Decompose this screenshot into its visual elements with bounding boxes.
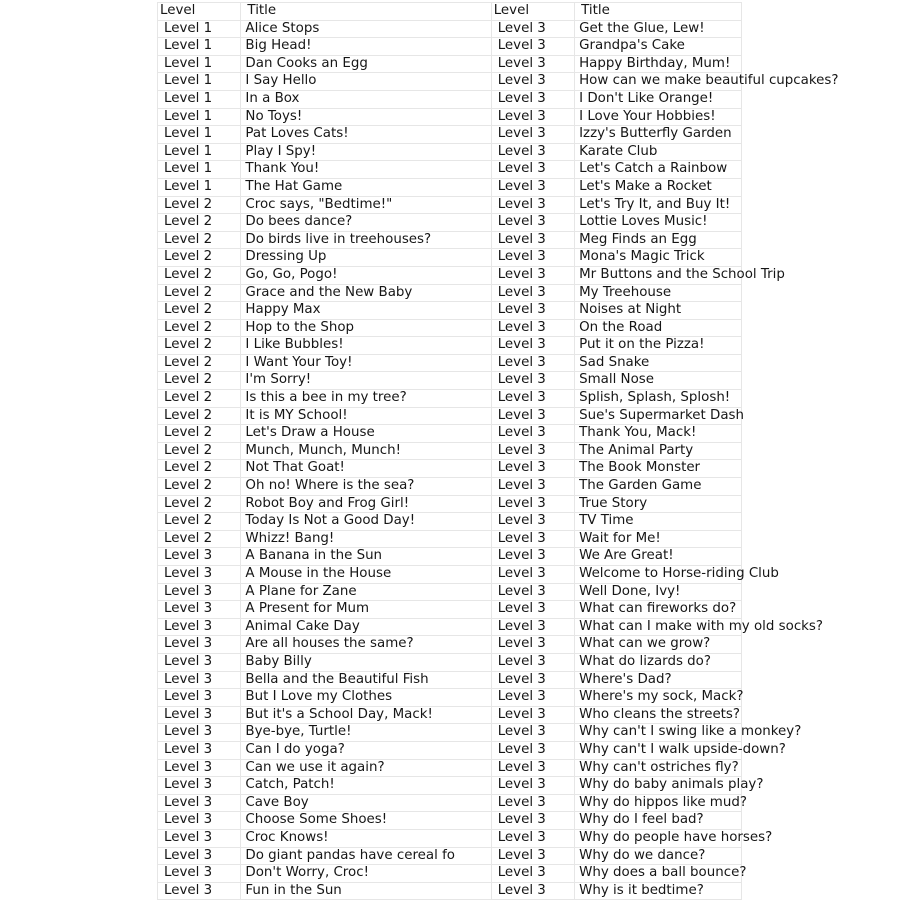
- left-level-cell[interactable]: Level 3: [158, 653, 241, 671]
- right-title-cell[interactable]: Sad Snake: [575, 354, 742, 372]
- left-title-cell[interactable]: Let's Draw a House: [241, 425, 491, 443]
- right-title-cell[interactable]: Happy Birthday, Mum!: [575, 55, 742, 73]
- left-level-cell[interactable]: Level 3: [158, 865, 241, 883]
- table-row: [158, 302, 742, 320]
- left-level-cell[interactable]: Level 3: [158, 671, 241, 689]
- table-row: [158, 143, 742, 161]
- left-level-cell[interactable]: Level 1: [158, 20, 241, 38]
- left-level-cell[interactable]: Level 2: [158, 513, 241, 531]
- left-title-cell[interactable]: Today Is Not a Good Day!: [241, 513, 491, 531]
- left-title-cell[interactable]: Bye-bye, Turtle!: [241, 724, 491, 742]
- left-level-cell[interactable]: Level 3: [158, 548, 241, 566]
- left-level-cell[interactable]: Level 1: [158, 38, 241, 56]
- left-title-cell[interactable]: Fun in the Sun: [241, 882, 491, 900]
- left-level-cell[interactable]: Level 3: [158, 566, 241, 584]
- left-level-cell[interactable]: Level 2: [158, 530, 241, 548]
- right-title-cell[interactable]: Mr Buttons and the School Trip: [575, 266, 742, 284]
- right-title-cell[interactable]: Why is it bedtime?: [575, 882, 742, 900]
- right-level-cell[interactable]: Level 3: [491, 601, 574, 619]
- table-body: [158, 20, 839, 900]
- right-level-cell[interactable]: Level 3: [491, 689, 574, 707]
- left-title-cell[interactable]: Oh no! Where is the sea?: [241, 478, 491, 496]
- right-title-cell[interactable]: Karate Club: [575, 143, 742, 161]
- right-level-cell[interactable]: Level 3: [491, 55, 574, 73]
- right-level-cell[interactable]: Level 3: [491, 319, 574, 337]
- right-level-cell[interactable]: Level 3: [491, 847, 574, 865]
- table-row: [158, 442, 742, 460]
- right-level-cell[interactable]: Level 3: [491, 196, 574, 214]
- table-row: [158, 530, 742, 548]
- right-level-cell[interactable]: Level 3: [491, 478, 574, 496]
- right-title-cell[interactable]: The Garden Game: [575, 478, 742, 496]
- right-title-cell[interactable]: Why do people have horses?: [575, 829, 742, 847]
- table-row: [158, 407, 742, 425]
- table-row: [158, 161, 742, 179]
- right-level-cell[interactable]: Level 3: [491, 530, 574, 548]
- left-title-cell[interactable]: Dressing Up: [241, 249, 491, 267]
- right-level-cell[interactable]: Level 3: [491, 372, 574, 390]
- table-row: [158, 759, 742, 777]
- right-level-cell[interactable]: Level 3: [491, 759, 574, 777]
- left-title-cell[interactable]: Choose Some Shoes!: [241, 812, 491, 830]
- right-level-cell[interactable]: Level 3: [491, 724, 574, 742]
- right-title-cell[interactable]: Grandpa's Cake: [575, 38, 742, 56]
- right-title-cell[interactable]: TV Time: [575, 513, 742, 531]
- left-title-header[interactable]: Title: [241, 3, 491, 21]
- right-title-cell[interactable]: Why can't I walk upside-down?: [575, 741, 742, 759]
- right-title-cell[interactable]: Meg Finds an Egg: [575, 231, 742, 249]
- right-level-header[interactable]: Level: [491, 3, 574, 21]
- right-title-cell[interactable]: Why do I feel bad?: [575, 812, 742, 830]
- left-title-cell[interactable]: Alice Stops: [241, 20, 491, 38]
- right-level-cell[interactable]: Level 3: [491, 460, 574, 478]
- table-row: [158, 601, 742, 619]
- right-level-cell[interactable]: Level 3: [491, 777, 574, 795]
- table-row: [158, 337, 742, 355]
- left-level-cell[interactable]: Level 3: [158, 829, 241, 847]
- right-level-cell[interactable]: Level 3: [491, 812, 574, 830]
- table-row: [158, 865, 742, 883]
- left-title-cell[interactable]: Don't Worry, Croc!: [241, 865, 491, 883]
- left-title-cell[interactable]: Pat Loves Cats!: [241, 126, 491, 144]
- table-row: [158, 372, 742, 390]
- table-row: [158, 636, 742, 654]
- table-row: [158, 829, 742, 847]
- table-row: [158, 126, 742, 144]
- left-title-cell[interactable]: In a Box: [241, 90, 491, 108]
- right-level-cell[interactable]: Level 3: [491, 407, 574, 425]
- right-title-cell[interactable]: Thank You, Mack!: [575, 425, 742, 443]
- right-title-cell[interactable]: Let's Catch a Rainbow: [575, 161, 742, 179]
- right-title-cell[interactable]: What can I make with my old socks?: [575, 618, 742, 636]
- left-title-cell[interactable]: A Plane for Zane: [241, 583, 491, 601]
- right-level-cell[interactable]: Level 3: [491, 249, 574, 267]
- left-title-cell[interactable]: A Present for Mum: [241, 601, 491, 619]
- left-level-cell[interactable]: Level 2: [158, 231, 241, 249]
- left-title-cell[interactable]: Munch, Munch, Munch!: [241, 442, 491, 460]
- left-title-cell[interactable]: Dan Cooks an Egg: [241, 55, 491, 73]
- left-level-cell[interactable]: Level 3: [158, 759, 241, 777]
- right-level-cell[interactable]: Level 3: [491, 495, 574, 513]
- left-level-cell[interactable]: Level 1: [158, 143, 241, 161]
- left-level-cell[interactable]: Level 2: [158, 442, 241, 460]
- table-row: [158, 653, 742, 671]
- table-row: [158, 90, 742, 108]
- left-title-cell[interactable]: The Hat Game: [241, 178, 491, 196]
- right-title-cell[interactable]: Mona's Magic Trick: [575, 249, 742, 267]
- left-level-cell[interactable]: Level 3: [158, 724, 241, 742]
- table-row: [158, 478, 742, 496]
- left-title-cell[interactable]: Croc Knows!: [241, 829, 491, 847]
- right-title-cell[interactable]: Wait for Me!: [575, 530, 742, 548]
- left-level-cell[interactable]: Level 2: [158, 214, 241, 232]
- right-level-cell[interactable]: Level 3: [491, 513, 574, 531]
- left-title-cell[interactable]: Do bees dance?: [241, 214, 491, 232]
- right-title-cell[interactable]: Izzy's Butterfly Garden: [575, 126, 742, 144]
- right-title-cell[interactable]: How can we make beautiful cupcakes?: [575, 73, 742, 91]
- left-level-cell[interactable]: Level 2: [158, 425, 241, 443]
- left-title-cell[interactable]: Go, Go, Pogo!: [241, 266, 491, 284]
- right-level-cell[interactable]: Level 3: [491, 865, 574, 883]
- left-level-cell[interactable]: Level 2: [158, 372, 241, 390]
- table-row: [158, 724, 742, 742]
- left-level-cell[interactable]: Level 2: [158, 354, 241, 372]
- left-level-cell[interactable]: Level 3: [158, 741, 241, 759]
- right-level-cell[interactable]: Level 3: [491, 882, 574, 900]
- left-title-cell[interactable]: But I Love my Clothes: [241, 689, 491, 707]
- right-level-cell[interactable]: Level 3: [491, 583, 574, 601]
- table-row: [158, 178, 742, 196]
- left-level-cell[interactable]: Level 3: [158, 583, 241, 601]
- table-row: [158, 354, 742, 372]
- right-title-cell[interactable]: Why do we dance?: [575, 847, 742, 865]
- left-level-cell[interactable]: Level 3: [158, 601, 241, 619]
- table-row: [158, 706, 742, 724]
- table-row: [158, 55, 742, 73]
- left-title-cell[interactable]: But it's a School Day, Mack!: [241, 706, 491, 724]
- right-title-cell[interactable]: True Story: [575, 495, 742, 513]
- left-title-cell[interactable]: I Want Your Toy!: [241, 354, 491, 372]
- right-level-cell[interactable]: Level 3: [491, 231, 574, 249]
- right-title-cell[interactable]: The Animal Party: [575, 442, 742, 460]
- table-row: [158, 38, 742, 56]
- left-title-cell[interactable]: I'm Sorry!: [241, 372, 491, 390]
- left-level-cell[interactable]: Level 3: [158, 636, 241, 654]
- right-level-cell[interactable]: Level 3: [491, 143, 574, 161]
- right-title-cell[interactable]: Get the Glue, Lew!: [575, 20, 742, 38]
- table-row: [158, 812, 742, 830]
- right-level-cell[interactable]: Level 3: [491, 126, 574, 144]
- right-title-cell[interactable]: Lottie Loves Music!: [575, 214, 742, 232]
- right-title-cell[interactable]: The Book Monster: [575, 460, 742, 478]
- right-title-cell[interactable]: What do lizards do?: [575, 653, 742, 671]
- left-title-cell[interactable]: Cave Boy: [241, 794, 491, 812]
- left-title-cell[interactable]: Do giant pandas have cereal fo: [241, 847, 491, 865]
- table-row: [158, 249, 742, 267]
- left-title-cell[interactable]: Can I do yoga?: [241, 741, 491, 759]
- left-level-cell[interactable]: Level 3: [158, 706, 241, 724]
- right-title-cell[interactable]: Why can't ostriches fly?: [575, 759, 742, 777]
- left-level-cell[interactable]: Level 1: [158, 161, 241, 179]
- table-row: [158, 390, 742, 408]
- table-row: [158, 847, 742, 865]
- left-level-cell[interactable]: Level 3: [158, 882, 241, 900]
- left-title-cell[interactable]: Animal Cake Day: [241, 618, 491, 636]
- right-title-cell[interactable]: Put it on the Pizza!: [575, 337, 742, 355]
- left-level-cell[interactable]: Level 3: [158, 794, 241, 812]
- right-title-cell[interactable]: Why do hippos like mud?: [575, 794, 742, 812]
- right-title-header[interactable]: Title: [575, 3, 742, 21]
- right-level-cell[interactable]: Level 3: [491, 108, 574, 126]
- right-title-cell[interactable]: Splish, Splash, Splosh!: [575, 390, 742, 408]
- left-level-cell[interactable]: Level 1: [158, 55, 241, 73]
- right-title-cell[interactable]: Let's Make a Rocket: [575, 178, 742, 196]
- left-title-cell[interactable]: A Mouse in the House: [241, 566, 491, 584]
- table-row: [158, 566, 742, 584]
- table-row: [158, 460, 742, 478]
- right-level-cell[interactable]: Level 3: [491, 284, 574, 302]
- left-level-cell[interactable]: Level 2: [158, 284, 241, 302]
- right-level-cell[interactable]: Level 3: [491, 390, 574, 408]
- table-row: [158, 284, 742, 302]
- left-level-cell[interactable]: Level 2: [158, 196, 241, 214]
- right-level-cell[interactable]: Level 3: [491, 337, 574, 355]
- table-row: [158, 618, 742, 636]
- table-row: [158, 214, 742, 232]
- table-row: [158, 73, 742, 91]
- header-row: [158, 3, 742, 21]
- right-title-cell[interactable]: What can fireworks do?: [575, 601, 742, 619]
- left-level-cell[interactable]: Level 1: [158, 73, 241, 91]
- right-level-cell[interactable]: Level 3: [491, 90, 574, 108]
- spreadsheet: [157, 2, 839, 900]
- right-title-cell[interactable]: We Are Great!: [575, 548, 742, 566]
- left-level-cell[interactable]: Level 3: [158, 812, 241, 830]
- left-level-cell[interactable]: Level 2: [158, 249, 241, 267]
- left-title-cell[interactable]: Are all houses the same?: [241, 636, 491, 654]
- right-title-cell[interactable]: On the Road: [575, 319, 742, 337]
- left-level-cell[interactable]: Level 2: [158, 319, 241, 337]
- left-level-cell[interactable]: Level 2: [158, 460, 241, 478]
- table-row: [158, 196, 742, 214]
- right-level-cell[interactable]: Level 3: [491, 178, 574, 196]
- left-level-cell[interactable]: Level 2: [158, 478, 241, 496]
- left-title-cell[interactable]: Bella and the Beautiful Fish: [241, 671, 491, 689]
- right-title-cell[interactable]: Well Done, Ivy!: [575, 583, 742, 601]
- left-level-cell[interactable]: Level 2: [158, 390, 241, 408]
- left-title-cell[interactable]: I Say Hello: [241, 73, 491, 91]
- right-level-cell[interactable]: Level 3: [491, 425, 574, 443]
- left-title-cell[interactable]: I Like Bubbles!: [241, 337, 491, 355]
- left-title-cell[interactable]: Big Head!: [241, 38, 491, 56]
- left-level-cell[interactable]: Level 2: [158, 266, 241, 284]
- right-level-cell[interactable]: Level 3: [491, 829, 574, 847]
- table-row: [158, 319, 742, 337]
- right-title-cell[interactable]: My Treehouse: [575, 284, 742, 302]
- table-row: [158, 108, 742, 126]
- right-title-cell[interactable]: Why can't I swing like a monkey?: [575, 724, 742, 742]
- left-level-cell[interactable]: Level 1: [158, 108, 241, 126]
- left-level-cell[interactable]: Level 2: [158, 495, 241, 513]
- right-level-cell[interactable]: Level 3: [491, 214, 574, 232]
- table-row: [158, 231, 742, 249]
- table-row: [158, 583, 742, 601]
- left-title-cell[interactable]: Is this a bee in my tree?: [241, 390, 491, 408]
- right-level-cell[interactable]: Level 3: [491, 161, 574, 179]
- table-row: [158, 266, 742, 284]
- right-title-cell[interactable]: Noises at Night: [575, 302, 742, 320]
- right-level-cell[interactable]: Level 3: [491, 618, 574, 636]
- table-row: [158, 794, 742, 812]
- table-row: [158, 548, 742, 566]
- left-title-cell[interactable]: Do birds live in treehouses?: [241, 231, 491, 249]
- left-title-cell[interactable]: Catch, Patch!: [241, 777, 491, 795]
- right-level-cell[interactable]: Level 3: [491, 354, 574, 372]
- left-level-cell[interactable]: Level 1: [158, 178, 241, 196]
- left-title-cell[interactable]: Can we use it again?: [241, 759, 491, 777]
- right-level-cell[interactable]: Level 3: [491, 741, 574, 759]
- left-title-cell[interactable]: Not That Goat!: [241, 460, 491, 478]
- table-row: [158, 689, 742, 707]
- right-level-cell[interactable]: Level 3: [491, 266, 574, 284]
- table-row: [158, 495, 742, 513]
- right-title-cell[interactable]: Sue's Supermarket Dash: [575, 407, 742, 425]
- left-level-cell[interactable]: Level 1: [158, 90, 241, 108]
- table-row: [158, 671, 742, 689]
- right-title-cell[interactable]: Where's Dad?: [575, 671, 742, 689]
- book-list-table: [157, 2, 839, 900]
- left-title-cell[interactable]: It is MY School!: [241, 407, 491, 425]
- table-row: [158, 741, 742, 759]
- right-title-cell[interactable]: Where's my sock, Mack?: [575, 689, 742, 707]
- right-title-cell[interactable]: Why does a ball bounce?: [575, 865, 742, 883]
- left-level-cell[interactable]: Level 1: [158, 126, 241, 144]
- left-title-cell[interactable]: Baby Billy: [241, 653, 491, 671]
- table-row: [158, 777, 742, 795]
- table-row: [158, 882, 742, 900]
- right-title-cell[interactable]: Why do baby animals play?: [575, 777, 742, 795]
- table-row: [158, 425, 742, 443]
- left-level-cell[interactable]: Level 3: [158, 689, 241, 707]
- right-title-cell[interactable]: Welcome to Horse-riding Club: [575, 566, 742, 584]
- right-title-cell[interactable]: What can we grow?: [575, 636, 742, 654]
- left-level-cell[interactable]: Level 2: [158, 407, 241, 425]
- right-title-cell[interactable]: Let's Try It, and Buy It!: [575, 196, 742, 214]
- table-row: [158, 513, 742, 531]
- right-level-cell[interactable]: Level 3: [491, 38, 574, 56]
- right-title-cell[interactable]: Who cleans the streets?: [575, 706, 742, 724]
- right-level-cell[interactable]: Level 3: [491, 302, 574, 320]
- right-title-cell[interactable]: I Love Your Hobbies!: [575, 108, 742, 126]
- table-row: [158, 20, 742, 38]
- right-level-cell[interactable]: Level 3: [491, 706, 574, 724]
- right-level-cell[interactable]: Level 3: [491, 73, 574, 91]
- left-level-cell[interactable]: Level 2: [158, 302, 241, 320]
- right-level-cell[interactable]: Level 3: [491, 566, 574, 584]
- right-level-cell[interactable]: Level 3: [491, 671, 574, 689]
- right-level-cell[interactable]: Level 3: [491, 442, 574, 460]
- left-title-cell[interactable]: Play I Spy!: [241, 143, 491, 161]
- left-title-cell[interactable]: Robot Boy and Frog Girl!: [241, 495, 491, 513]
- left-title-cell[interactable]: Happy Max: [241, 302, 491, 320]
- left-title-cell[interactable]: Croc says, "Bedtime!": [241, 196, 491, 214]
- left-title-cell[interactable]: Grace and the New Baby: [241, 284, 491, 302]
- right-level-cell[interactable]: Level 3: [491, 794, 574, 812]
- left-title-cell[interactable]: Hop to the Shop: [241, 319, 491, 337]
- right-level-cell[interactable]: Level 3: [491, 653, 574, 671]
- left-level-cell[interactable]: Level 3: [158, 618, 241, 636]
- right-level-cell[interactable]: Level 3: [491, 548, 574, 566]
- left-level-cell[interactable]: Level 2: [158, 337, 241, 355]
- left-title-cell[interactable]: No Toys!: [241, 108, 491, 126]
- right-level-cell[interactable]: Level 3: [491, 636, 574, 654]
- left-level-cell[interactable]: Level 3: [158, 847, 241, 865]
- right-level-cell[interactable]: Level 3: [491, 20, 574, 38]
- left-title-cell[interactable]: A Banana in the Sun: [241, 548, 491, 566]
- left-level-header[interactable]: Level: [158, 3, 241, 21]
- left-level-cell[interactable]: Level 3: [158, 777, 241, 795]
- left-title-cell[interactable]: Thank You!: [241, 161, 491, 179]
- right-title-cell[interactable]: Small Nose: [575, 372, 742, 390]
- left-title-cell[interactable]: Whizz! Bang!: [241, 530, 491, 548]
- right-title-cell[interactable]: I Don't Like Orange!: [575, 90, 742, 108]
